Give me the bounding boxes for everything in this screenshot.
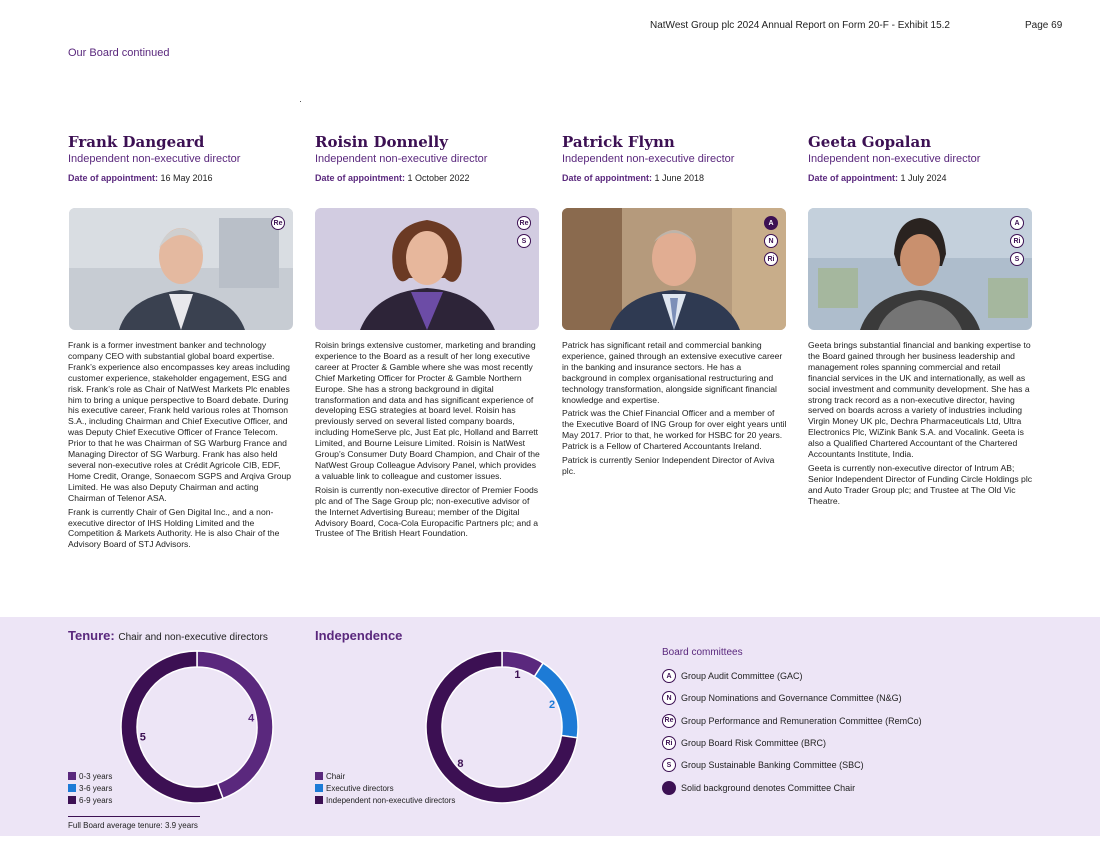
stray-dot: [300, 101, 301, 102]
legend-item: [68, 770, 112, 782]
sbc-badge: S: [662, 758, 676, 772]
bio-paragraph: Roisin brings extensive customer, marketing and branding experience to the Board as a result of her long executive career at Procter & Gamble where she was most recently Chief Marketing Officer for Procter & Gamble Northern Europe. She has a strong background in digital transformation and data and has significant experience of developing ESG strategies at board level. Roisin has previously served on several listed company boards, including HomeServe plc, Just Eat plc, Holland and Barrett Limited, and Bourne Leisure Limited. Roisin is NatWest Group’s Consumer Duty Board Champion, and Chair of the NatWest Group Colleague Advisory Panel, which provides a valuable link to colleague and customer issues.: [315, 340, 540, 481]
donut-slice-executive-directors: [534, 663, 578, 738]
appointment-label: Date of appointment:: [68, 173, 158, 183]
legend-swatch: [68, 784, 76, 792]
director-name: Patrick Flynn: [562, 133, 675, 151]
committee-row: [662, 665, 922, 687]
legend-label: 3-6 years: [79, 783, 113, 793]
donut-slice-6-9-years: [121, 651, 223, 803]
section-label: Our Board continued: [68, 47, 170, 59]
remco-badge: Re: [662, 714, 676, 728]
document-header-title: NatWest Group plc 2024 Annual Report on Form 20-F - Exhibit 15.2: [650, 20, 950, 31]
legend-label: Chair: [326, 771, 346, 781]
sbc-badge: S: [517, 234, 531, 248]
bio-paragraph: Frank is a former investment banker and technology company CEO with substantial global board expertise. Frank’s experience also encompasses key areas including customer experience, stakeholder engagement, ESG and risk. Frank’s role as Chair of NatWest Markets Plc enables him to bring a unique perspective to Board debate. During his executive career, Frank held various roles at Thomson S.A., including Chairman and Chief Executive Officer, and was Deputy Chief Executive Officer of France Telecom. Prior to that he was Chairman of SG Warburg France and Managing Director of SG Warburg. Frank has also held several non-executive roles at Crédit Agricole CIB, EDF, Home Credit, Orange, Sonaecom SGPS and Arqiva Group Limited. He was also Deputy Chairman and acting Chairman of Telenor ASA.: [68, 340, 292, 503]
nominations-badge: N: [662, 691, 676, 705]
committee-label: Group Audit Committee (GAC): [681, 671, 803, 682]
committee-row: [662, 687, 922, 709]
risk-badge: Ri: [662, 736, 676, 750]
committee-badges: [1010, 216, 1024, 266]
audit-badge: A: [662, 669, 676, 683]
committee-badges: [517, 216, 531, 248]
committee-row: [662, 776, 922, 798]
director-role: Independent non-executive director: [68, 153, 241, 165]
tenure-chart-title: [68, 628, 268, 643]
director-header: [808, 133, 1032, 183]
remco-badge: Re: [517, 216, 531, 230]
director-bio: [562, 340, 788, 480]
legend-label: 0-3 years: [79, 771, 113, 781]
bio-paragraph: Frank is currently Chair of Gen Digital Inc., and a non-executive director of IHS Holding Limited and the Competition & Markets Authority. He is also Chair of the Advisory Board of STJ Advisors.: [68, 506, 280, 550]
committee-label: Group Sustainable Banking Committee (SBC): [681, 760, 864, 771]
committee-row: [662, 732, 922, 754]
legend-label: 6-9 years: [79, 795, 113, 805]
audit-badge: A: [1010, 216, 1024, 230]
director-bio: [808, 340, 1034, 510]
director-name: Roisin Donnelly: [315, 133, 448, 151]
legend-item: [315, 782, 455, 794]
legend-swatch: [68, 796, 76, 804]
bio-paragraph: Patrick was the Chief Financial Officer and a member of the Executive Board of ING Group for over eight years until May 2017. Prior to that, he worked for HSBC for 20 years. Patrick is a Fellow of Chartered Accountants Ireland.: [562, 408, 787, 452]
committees-title: Board committees: [662, 647, 743, 658]
director-role: Independent non-executive director: [315, 153, 488, 165]
committee-label: Group Performance and Remuneration Committee (RemCo): [681, 715, 922, 726]
legend-swatch: [315, 784, 323, 792]
risk-badge: Ri: [764, 252, 778, 266]
legend-swatch: [315, 772, 323, 780]
independence-chart-title: Independence: [315, 628, 403, 643]
director-photo: [808, 208, 1032, 330]
legend-item: [315, 770, 455, 782]
donut-value-label: 1: [514, 669, 521, 682]
director-bio: [315, 340, 541, 542]
appointment-line: [808, 173, 1032, 183]
legend-swatch: [68, 772, 76, 780]
bio-paragraph: Patrick is currently Senior Independent Director of Aviva plc.: [562, 455, 775, 476]
independence-legend: [315, 770, 455, 806]
solid-dot-icon: [662, 781, 676, 795]
donut-value-label: 5: [139, 731, 146, 744]
tenure-note: Full Board average tenure: 3.9 years: [68, 816, 200, 830]
donut-value-label: 4: [248, 712, 255, 725]
director-header: [68, 133, 292, 183]
appointment-date: 1 June 2018: [654, 173, 705, 183]
bio-paragraph: Geeta brings substantial financial and banking expertise to the Board gained through her business leadership and management roles spanning commercial and retail financial services in the UK and internationally, as well as social investment and community development. She has a strong track record as a non-executive director, having served on boards across a variety of industries including Virgin Money UK plc, Dechra Pharmaceuticals Ltd, Ultra Electronics Plc, WiZink Bank S.A. and Vocalink. Geeta is also a Qualified Chartered Accountant of the Chartered Accountants Institute, India.: [808, 340, 1031, 460]
appointment-date: 1 October 2022: [407, 173, 470, 183]
director-header: [562, 133, 786, 183]
tenure-legend: [68, 770, 112, 806]
director-role: Independent non-executive director: [562, 153, 735, 165]
sbc-badge: S: [1010, 252, 1024, 266]
donut-value-label: 8: [457, 758, 464, 771]
board-committees-key: [662, 647, 922, 799]
remco-badge: Re: [271, 216, 285, 230]
audit-chair-badge: A: [764, 216, 778, 230]
committee-row: [662, 754, 922, 776]
bio-paragraph: Geeta is currently non-executive director of Intrum AB; Senior Independent Director of Funding Circle Holdings plc and Auto Trader Group plc; and Trustee at The Old Vic Theatre.: [808, 462, 1033, 506]
committee-row: [662, 710, 922, 732]
donut-value-label: 2: [548, 699, 556, 712]
director-name: Frank Dangeard: [68, 133, 205, 151]
bio-paragraph: Patrick has significant retail and commercial banking experience, gained through an extensive executive career in the banking and insurance sectors. He has a background in complex organisational restructuring and technology transformation, alongside significant financial knowledge and expertise.: [562, 340, 783, 405]
bio-paragraph: Roisin is currently non-executive director of Premier Foods plc and of The Sage Group plc; non-executive advisor of the Internet Advertising Bureau; member of the Digital Advisory Board, Coca-Cola Europacific Partners plc; and a Trustee of The British Heart Foundation.: [315, 484, 539, 539]
legend-item: [315, 794, 455, 806]
director-photo: [562, 208, 786, 330]
legend-item: [68, 794, 112, 806]
tenure-subtitle: Chair and non-executive directors: [118, 632, 268, 643]
director-role: Independent non-executive director: [808, 153, 981, 165]
nominations-badge: N: [764, 234, 778, 248]
donut-slice-0-3-years: [197, 651, 273, 798]
appointment-line: [68, 173, 292, 183]
committee-label: Group Nominations and Governance Committee (N&G): [681, 693, 902, 704]
page-number: Page 69: [1025, 20, 1063, 31]
legend-label: Executive directors: [326, 783, 394, 793]
legend-label: Independent non-executive directors: [326, 795, 456, 805]
tenure-title: Tenure:: [68, 628, 115, 643]
appointment-label: Date of appointment:: [562, 173, 652, 183]
committee-label: Solid background denotes Committee Chair: [681, 782, 856, 793]
risk-badge: Ri: [1010, 234, 1024, 248]
director-photo: [69, 208, 293, 330]
tenure-donut-chart: [110, 645, 285, 810]
appointment-label: Date of appointment:: [315, 173, 405, 183]
appointment-date: 1 July 2024: [900, 173, 947, 183]
committee-badges: [271, 216, 285, 230]
legend-swatch: [315, 796, 323, 804]
appointment-date: 16 May 2016: [160, 173, 213, 183]
appointment-line: [562, 173, 786, 183]
appointment-label: Date of appointment:: [808, 173, 898, 183]
committee-label: Group Board Risk Committee (BRC): [681, 738, 827, 749]
committee-badges: [764, 216, 778, 266]
director-photo: [315, 208, 539, 330]
director-name: Geeta Gopalan: [808, 133, 932, 151]
director-header: [315, 133, 539, 183]
legend-item: [68, 782, 112, 794]
director-bio: [68, 340, 294, 553]
appointment-line: [315, 173, 539, 183]
